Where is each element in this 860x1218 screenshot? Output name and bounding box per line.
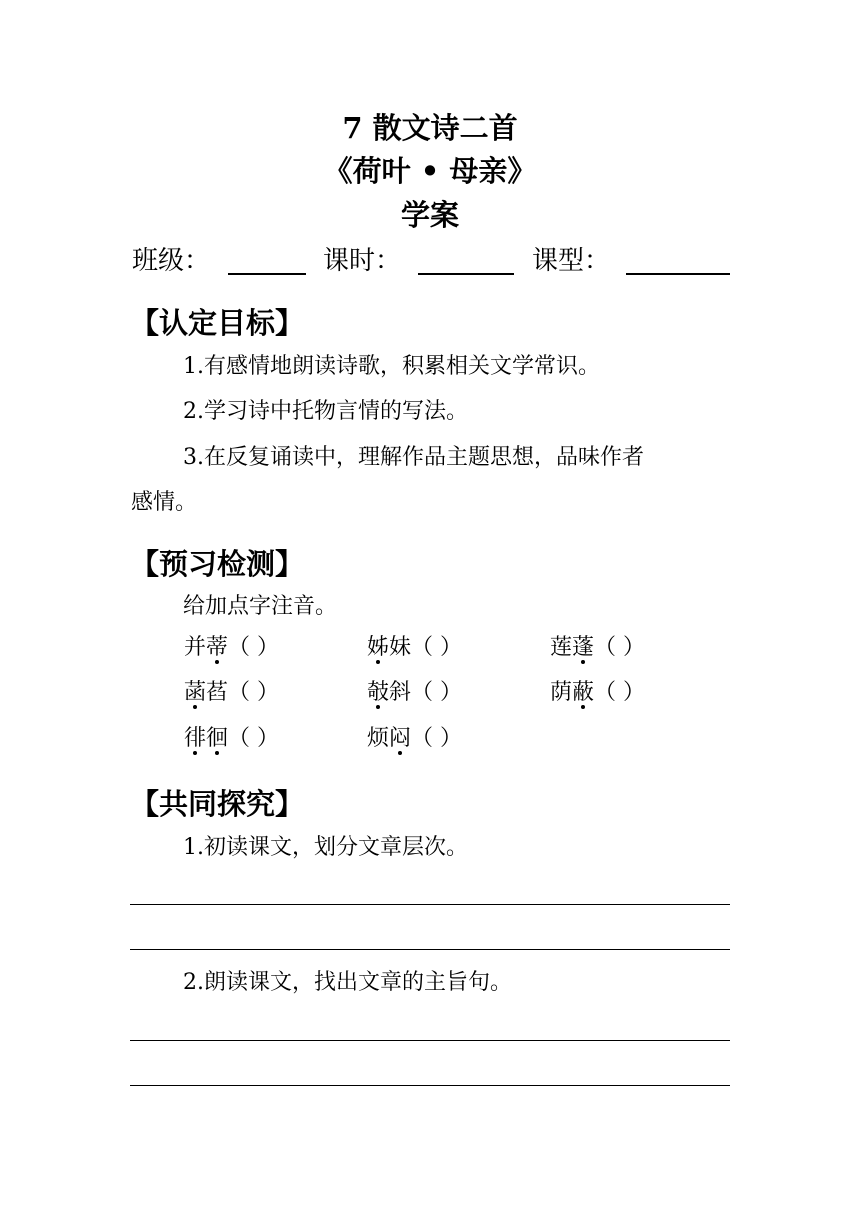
word-char: 斜 — [389, 680, 412, 705]
section-goals-heading: 【认定目标】 — [130, 306, 305, 340]
word-char: 萏 — [206, 680, 229, 705]
word-char-dotted: 攲 — [367, 678, 389, 708]
answer-line[interactable] — [130, 904, 730, 905]
emphasis-dot — [581, 660, 585, 664]
pinyin-blank[interactable]: （ ） — [411, 726, 463, 751]
period-blank[interactable] — [418, 273, 514, 275]
pinyin-blank[interactable]: （ ） — [594, 635, 646, 660]
emphasis-dot — [215, 660, 219, 664]
emphasis-dot — [376, 705, 380, 709]
lesson-title: 7 散文诗二首 — [342, 111, 518, 145]
word-char-dotted: 蔽 — [572, 678, 594, 708]
goal-item-3-continued: 感情。 — [131, 490, 198, 515]
goal-item-2: 2.学习诗中托物言情的写法。 — [183, 399, 468, 424]
word-char-dotted: 闷 — [389, 724, 411, 754]
word-char-dotted: 姊 — [367, 633, 389, 663]
word-char-dotted: 蓬 — [572, 633, 594, 663]
word-item — [367, 633, 462, 663]
pinyin-blank[interactable]: （ ） — [228, 635, 280, 660]
answer-line[interactable] — [130, 1085, 730, 1086]
emphasis-dot — [193, 705, 197, 709]
word-char: 烦 — [367, 726, 390, 751]
goal-item-3: 3.在反复诵读中，理解作品主题思想，品味作者 — [183, 445, 644, 470]
word-char: 莲 — [550, 635, 573, 660]
explore-question-1: 1.初读课文，划分文章层次。 — [183, 835, 468, 860]
word-char-dotted: 菡 — [184, 678, 206, 708]
document-type: 学案 — [400, 198, 459, 232]
word-item — [184, 724, 279, 754]
pinyin-blank[interactable]: （ ） — [411, 680, 463, 705]
answer-line[interactable] — [130, 949, 730, 950]
emphasis-dot — [215, 751, 219, 755]
pinyin-blank[interactable]: （ ） — [228, 680, 280, 705]
explore-question-2: 2.朗读课文，找出文章的主旨句。 — [183, 970, 512, 995]
word-char: 荫 — [550, 680, 573, 705]
pinyin-blank[interactable]: （ ） — [594, 680, 646, 705]
word-char-dotted: 徊 — [206, 724, 228, 754]
answer-line[interactable] — [130, 1040, 730, 1041]
pinyin-blank[interactable]: （ ） — [228, 726, 280, 751]
type-label: 课型： — [532, 246, 611, 276]
word-item — [550, 678, 645, 708]
word-char: 并 — [184, 635, 207, 660]
emphasis-dot — [193, 751, 197, 755]
class-blank[interactable] — [228, 273, 306, 275]
word-char-dotted: 徘 — [184, 724, 206, 754]
class-label: 班级： — [132, 246, 211, 276]
word-char-dotted: 蒂 — [206, 633, 228, 663]
section-explore-heading: 【共同探究】 — [130, 787, 305, 821]
type-blank[interactable] — [626, 273, 730, 275]
emphasis-dot — [398, 751, 402, 755]
pinyin-blank[interactable]: （ ） — [411, 635, 463, 660]
emphasis-dot — [376, 660, 380, 664]
word-char: 妹 — [389, 635, 412, 660]
section-preview-heading: 【预习检测】 — [130, 547, 305, 581]
word-item — [184, 678, 279, 708]
goal-item-1: 1.有感情地朗读诗歌，积累相关文学常识。 — [183, 354, 600, 379]
word-item — [184, 633, 279, 663]
word-item — [367, 678, 462, 708]
lesson-subtitle: 《荷叶 • 母亲》 — [323, 154, 537, 188]
emphasis-dot — [581, 705, 585, 709]
word-item — [550, 633, 645, 663]
preview-instruction: 给加点字注音。 — [183, 594, 338, 619]
word-item — [367, 724, 462, 754]
period-label: 课时： — [323, 246, 402, 276]
